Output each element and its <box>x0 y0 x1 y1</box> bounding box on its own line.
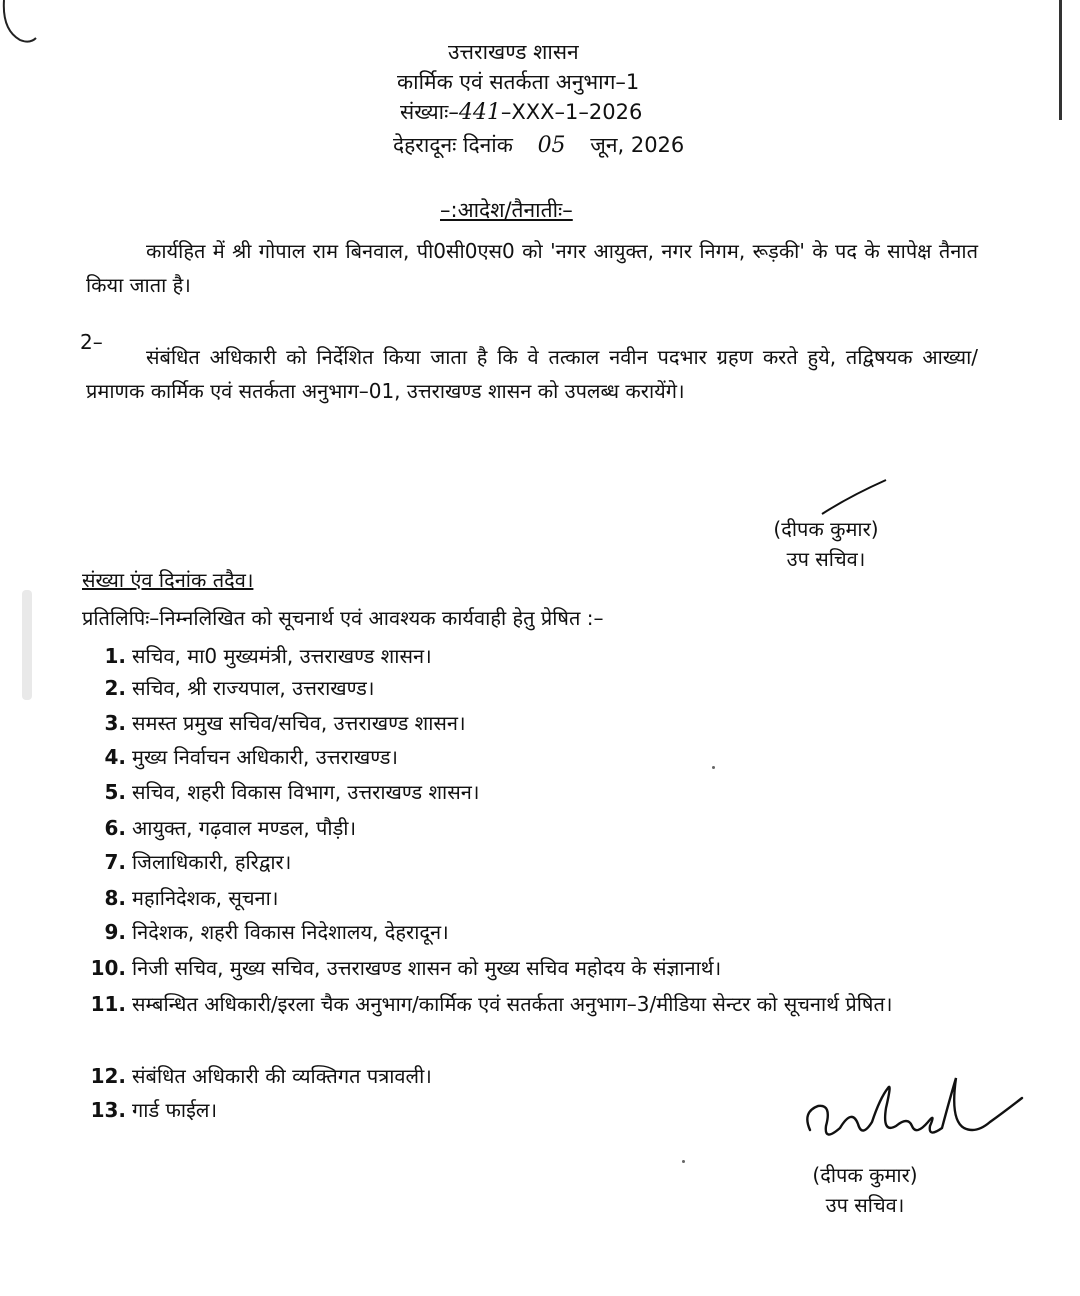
order-number-prefix: संख्याः– <box>400 100 459 124</box>
scan-speck <box>712 766 715 769</box>
copy-to-item-text: सम्बन्धित अधिकारी/इरला चैक अनुभाग/कार्मिक एवं सतर्कता अनुभाग–3/मीडिया सेन्टर को सूचनार्थ प्रेषित। <box>132 992 893 1016</box>
scan-speck <box>682 1160 685 1163</box>
department-name: कार्मिक एवं सतर्कता अनुभाग–1 <box>397 70 640 94</box>
copy-to-item-text: निदेशक, शहरी विकास निदेशालय, देहरादून। <box>132 920 449 944</box>
copy-to-item-text: आयुक्त, गढ़वाल मण्डल, पौड़ी। <box>132 816 357 840</box>
signature-block-2 <box>790 1160 940 1220</box>
copy-to-item-text: समस्त प्रमुख सचिव/सचिव, उत्तराखण्ड शासन। <box>132 711 466 735</box>
order-number-suffix: –XXX–1–2026 <box>500 100 643 124</box>
copy-to-item-number: 7. <box>104 850 126 874</box>
copy-to-item-text: सचिव, मा0 मुख्यमंत्री, उत्तराखण्ड शासन। <box>132 644 432 668</box>
copy-to-item-number: 10. <box>90 956 126 980</box>
signature-block-1 <box>756 514 896 574</box>
order-paragraph-1: कार्यहित में श्री गोपाल राम बिनवाल, पी0सी0एस0 को 'नगर आयुक्त, नगर निगम, रूड़की' के पद के सापेक्ष तैनात किया जाता है। <box>86 239 978 297</box>
copy-to-item-text: जिलाधिकारी, हरिद्वार। <box>132 850 292 874</box>
copy-to-item-text: सचिव, शहरी विकास विभाग, उत्तराखण्ड शासन। <box>132 780 480 804</box>
order-date-prefix: देहरादूनः दिनांक <box>393 133 513 157</box>
scan-edge-line <box>1059 0 1062 120</box>
order-date-handwritten: 05 <box>537 133 566 158</box>
copy-to-item-text: सचिव, श्री राज्यपाल, उत्तराखण्ड। <box>132 676 375 700</box>
government-name: उत्तराखण्ड शासन <box>448 40 579 64</box>
order-date-suffix: जून, 2026 <box>590 133 685 157</box>
copy-to-item-text: निजी सचिव, मुख्य सचिव, उत्तराखण्ड शासन को मुख्य सचिव महोदय के संज्ञानार्थ। <box>132 956 722 980</box>
signatory-designation-2: उप सचिव। <box>825 1193 905 1217</box>
signatory-name-2: (दीपक कुमार) <box>812 1163 918 1187</box>
reference-line: संख्या एंव दिनांक तदैव। <box>82 568 254 592</box>
order-date <box>393 131 684 160</box>
copy-to-heading: प्रतिलिपिः–निम्नलिखित को सूचनार्थ एवं आवश्यक कार्यवाही हेतु प्रेषित :– <box>82 606 604 630</box>
copy-to-item-number: 3. <box>104 711 126 735</box>
copy-to-item-number: 11. <box>90 992 126 1016</box>
signatory-name-1: (दीपक कुमार) <box>773 517 879 541</box>
copy-to-item-text: गार्ड फाईल। <box>132 1098 218 1122</box>
signature-stroke-1 <box>820 478 890 518</box>
scan-smudge <box>22 590 32 700</box>
copy-to-item-number: 13. <box>90 1098 126 1122</box>
scan-edge-mark <box>0 0 40 48</box>
order-number <box>400 98 642 127</box>
signature-handwritten-2 <box>800 1068 1030 1160</box>
copy-to-item-number: 9. <box>104 920 126 944</box>
copy-to-item-number: 8. <box>104 886 126 910</box>
order-title: –:आदेश/तैनातीः– <box>440 198 573 222</box>
copy-to-item-text: मुख्य निर्वाचन अधिकारी, उत्तराखण्ड। <box>132 745 399 769</box>
copy-to-item-number: 6. <box>104 816 126 840</box>
order-number-handwritten: 441 <box>458 100 501 125</box>
copy-to-item-text: महानिदेशक, सूचना। <box>132 886 279 910</box>
paragraph-2-number: 2– <box>80 330 103 354</box>
copy-to-item-number: 5. <box>104 780 126 804</box>
order-paragraph-2: संबंधित अधिकारी को निर्देशित किया जाता है कि वे तत्काल नवीन पदभार ग्रहण करते हुये, तद्विषयक आख्या/प्रमाणक कार्मिक एवं सतर्कता अनुभाग–01, उत्तराखण्ड शासन को उपलब्ध करायेंगे। <box>86 345 978 403</box>
copy-to-item-number: 1. <box>104 644 126 668</box>
copy-to-item-text: संबंधित अधिकारी की व्यक्तिगत पत्रावली। <box>132 1064 432 1088</box>
signatory-designation-1: उप सचिव। <box>786 547 866 571</box>
copy-to-item-number: 4. <box>104 745 126 769</box>
copy-to-item-number: 12. <box>90 1064 126 1088</box>
copy-to-item-number: 2. <box>104 676 126 700</box>
